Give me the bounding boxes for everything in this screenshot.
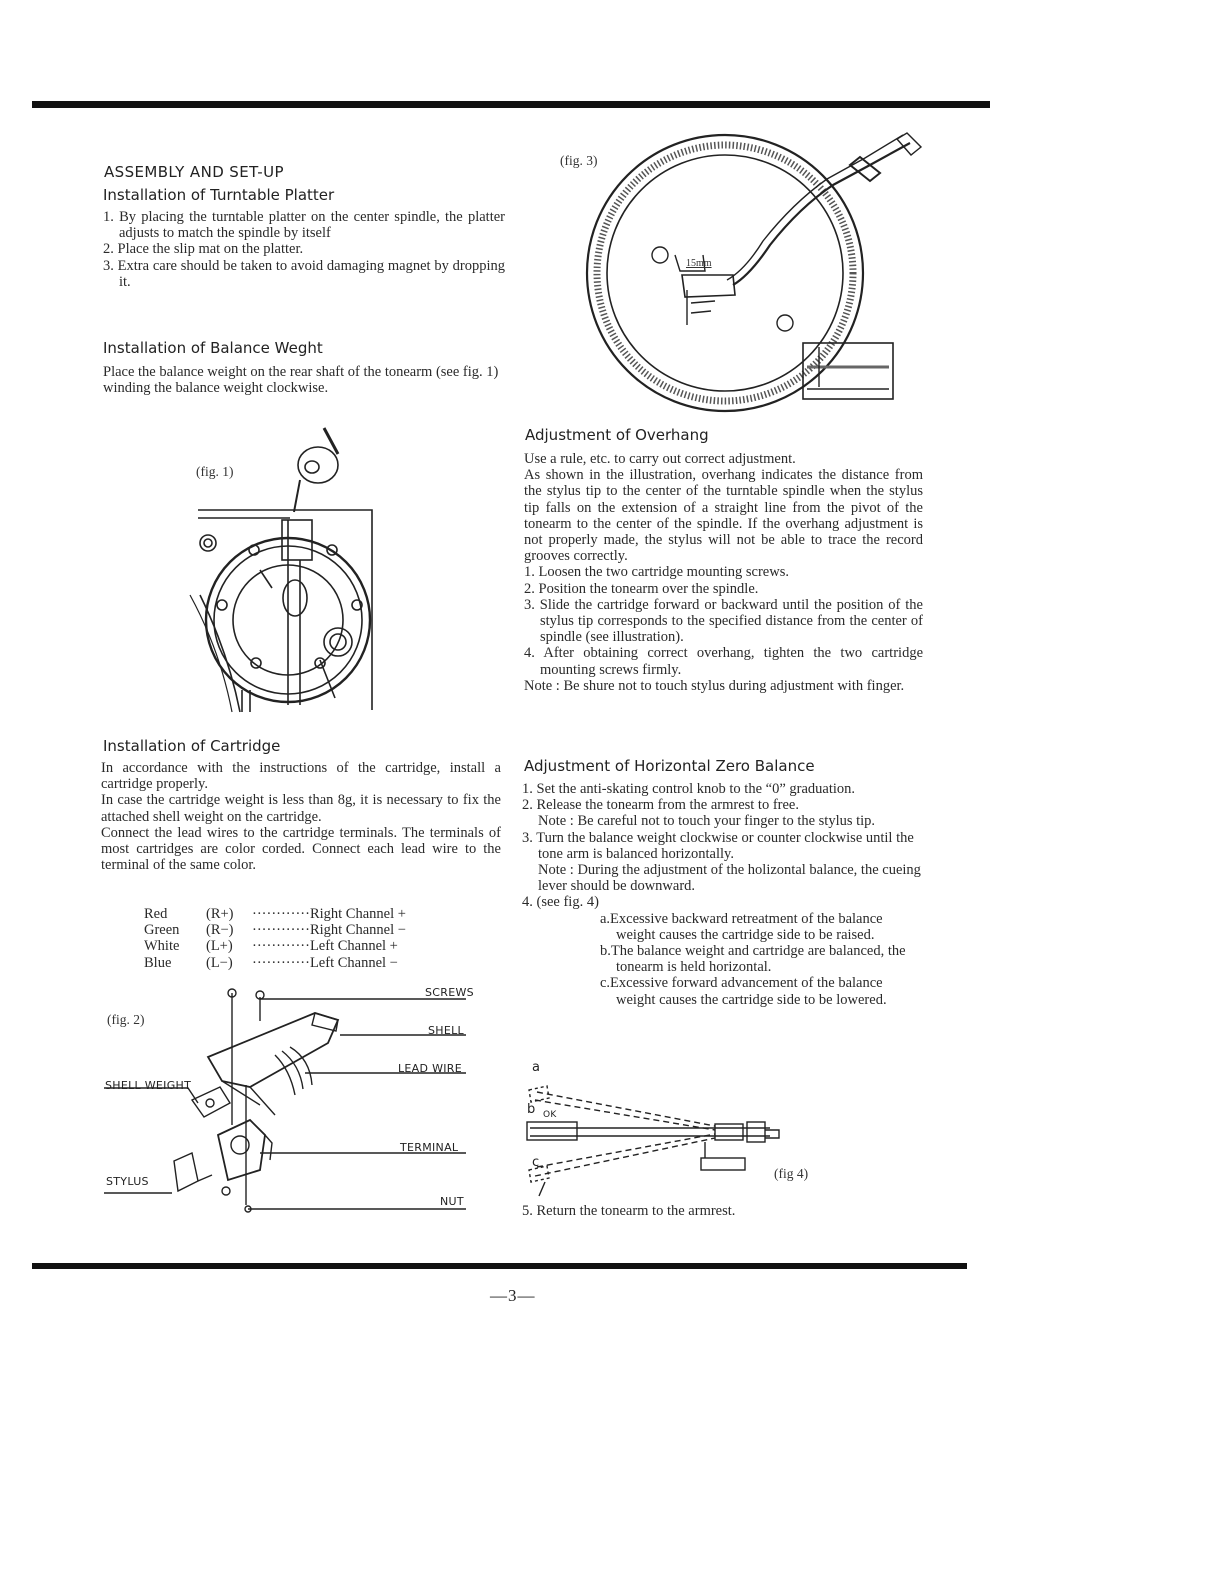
wire-color: Blue (144, 954, 172, 971)
wire-color: Green (144, 922, 180, 939)
cartridge-p3: Connect the lead wires to the cartridge terminals. The terminals of most cartridges are color corded. Connect each lead wire to the terminal of the same color. (101, 824, 501, 874)
zero-sub-a: a.Excessive backward retreatment of the balance weight causes the cartridge side to be raised. (600, 910, 883, 943)
zero-balance-text (522, 781, 922, 1008)
wire-channel: ············Left Channel + (252, 938, 398, 955)
wire-row (144, 906, 484, 922)
callout-lead-wire: LEAD WIRE (398, 1062, 462, 1075)
zero-sub-c: c.Excessive forward advancement of the balance weight causes the cartridge side to be lowered. (600, 975, 887, 1008)
zero-balance-heading: Adjustment of Horizontal Zero Balance (524, 757, 815, 775)
wire-row (144, 955, 484, 971)
callout-screws: SCREWS (425, 986, 474, 999)
cartridge-p1: In accordance with the instructions of the cartridge, install a cartridge properly. (101, 760, 501, 793)
overhang-item-3: 3. Slide the cartridge forward or backward until the position of the stylus tip corresponds to the specified distance from the center of spindle (see illustration). (524, 596, 923, 646)
wire-color: White (144, 938, 180, 955)
platter-item-3: 3. Extra care should be taken to avoid damaging magnet by dropping it. (103, 257, 505, 290)
wire-channel: ············Right Channel + (252, 906, 406, 922)
zero-sub-b: b.The balance weight and cartridge are balanced, the tonearm is held horizontal. (600, 943, 906, 976)
cartridge-text (101, 760, 501, 873)
wire-channel: ············Right Channel − (252, 922, 406, 939)
wire-row (144, 938, 484, 954)
fig4-label-b: b (527, 1102, 536, 1117)
wire-polarity: (L+) (206, 938, 233, 955)
zero-item-3: 3. Turn the balance weight clockwise or counter clockwise until the tone arm is balanced horizontally. (522, 829, 914, 862)
platter-list (103, 209, 505, 290)
overhang-item-1: 1. Loosen the two cartridge mounting screws. (524, 564, 789, 581)
fig4-label-ok: OK (543, 1110, 557, 1120)
wire-polarity: (R−) (206, 922, 234, 939)
zero-item-3-note: Note : During the adjustment of the holizontal balance, the cueing lever should be downward. (538, 862, 921, 895)
balance-text (103, 364, 505, 396)
overhang-p1: Use a rule, etc. to carry out correct adjustment. (524, 451, 796, 467)
wire-polarity: (L−) (206, 954, 233, 971)
fig4-label-c: c (532, 1155, 540, 1170)
fig3-label: (fig. 3) (560, 153, 598, 168)
zero-item-5: 5. Return the tonearm to the armrest. (522, 1203, 736, 1219)
fig4-drawing (525, 1072, 800, 1202)
fig1-drawing (190, 420, 380, 715)
fig4-label-a: a (532, 1060, 541, 1075)
cartridge-p2: In case the cartridge weight is less than 8g, it is necessary to fix the attached shell weight on the cartridge. (101, 792, 501, 825)
balance-line-2: winding the balance weight clockwise. (103, 380, 329, 397)
page-number: —3— (490, 1286, 536, 1305)
platter-heading: Installation of Turntable Platter (103, 186, 335, 204)
wire-polarity: (R+) (206, 906, 234, 922)
overhang-item-4: 4. After obtaining correct overhang, tighten the two cartridge mounting screws firmly. (524, 645, 923, 678)
callout-shell-weight: SHELL WEIGHT (105, 1079, 192, 1092)
platter-item-1: 1. By placing the turntable platter on the center spindle, the platter adjusts to match the spindle by itself (103, 209, 505, 242)
fig3-platter (587, 135, 863, 411)
fig3-drawing (585, 125, 930, 415)
zero-item-2-note: Note : Be careful not to touch your finger to the stylus tip. (538, 813, 876, 830)
bottom-rule (32, 1263, 967, 1269)
platter-item-2: 2. Place the slip mat on the platter. (103, 241, 304, 258)
zero-item-2: 2. Release the tonearm from the armrest to free. (522, 797, 799, 814)
fig3-dimension: 15mm (686, 258, 712, 269)
fig1-label: (fig. 1) (196, 464, 234, 479)
overhang-heading: Adjustment of Overhang (525, 426, 709, 444)
callout-stylus: STYLUS (106, 1175, 149, 1188)
section-title: ASSEMBLY AND SET-UP (104, 163, 284, 181)
cartridge-heading: Installation of Cartridge (103, 737, 281, 755)
wire-table (144, 906, 484, 971)
top-rule (32, 101, 990, 108)
zero-item-1: 1. Set the anti-skating control knob to the “0” graduation. (522, 781, 856, 797)
overhang-item-2: 2. Position the tonearm over the spindle. (524, 580, 759, 597)
callout-nut: NUT (440, 1195, 464, 1208)
fig2-label: (fig. 2) (107, 1012, 145, 1027)
wire-channel: ············Left Channel − (252, 954, 398, 971)
balance-heading: Installation of Balance Weght (103, 339, 323, 357)
callout-terminal: TERMINAL (400, 1141, 459, 1154)
fig2-drawing (100, 985, 470, 1215)
zero-item-4: 4. (see fig. 4) (522, 894, 599, 911)
wire-color: Red (144, 906, 168, 922)
fig4-label: (fig 4) (774, 1166, 809, 1181)
overhang-note: Note : Be shure not to touch stylus during adjustment with finger. (524, 677, 905, 694)
overhang-p2: As shown in the illustration, overhang indicates the distance from the stylus tip to the center of the turntable spindle when the stylus tip falls on the extension of a straight line from the pivot of the tonearm to the center of the spindle. If the overhang adjustment is not properly made, the stylus will not be able to trace the record grooves correctly. (524, 467, 923, 565)
overhang-text (524, 451, 923, 694)
callout-shell: SHELL (428, 1024, 464, 1037)
wire-row (144, 922, 484, 938)
balance-line-1: Place the balance weight on the rear shaft of the tonearm (see fig. 1) (103, 364, 499, 380)
